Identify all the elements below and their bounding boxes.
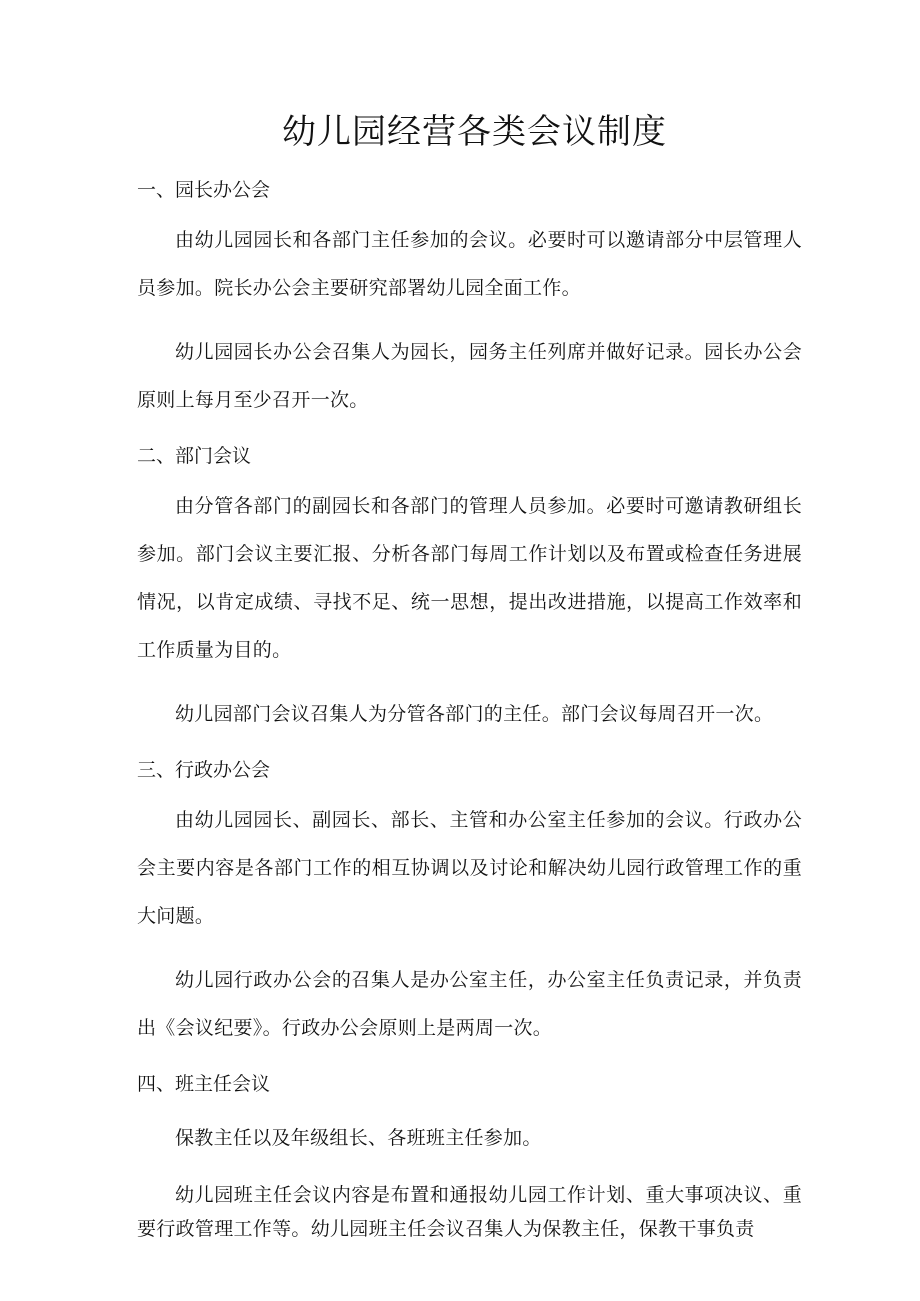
section-heading: 三、行政办公会 [137,759,271,781]
section-heading: 四、班主任会议 [137,1073,271,1095]
section-3 [137,754,802,1052]
section-paragraph: 幼儿园部门会议召集人为分管各部门的主任。部门会议每周召开一次。 [175,703,774,725]
section-heading: 一、园长办公会 [137,179,271,201]
section-2 [137,440,802,738]
section-4 [137,1068,802,1246]
section-paragraph: 由分管各部门的副园长和各部门的管理人员参加。必要时可邀请教研组长参加。部门会议主要汇报、分析各部门每周工作计划以及布置或检查任务进展情况，以肯定成绩、寻找不足、统一思想，提出改进措施，以提高工作效率和工作质量为目的。 [137,495,802,661]
section-1 [137,174,802,424]
section-paragraph: 由幼儿园园长和各部门主任参加的会议。必要时可以邀请部分中层管理人员参加。院长办公会主要研究部署幼儿园全面工作。 [137,229,802,299]
document-title: 幼儿园经营各类会议制度 [282,112,667,152]
section-heading: 二、部门会议 [137,445,252,467]
section-paragraph: 幼儿园行政办公会的召集人是办公室主任，办公室主任负责记录，并负责出《会议纪要》。行政办公会原则上是两周一次。 [137,969,802,1039]
section-paragraph: 幼儿园班主任会议内容是布置和通报幼儿园工作计划、重大事项决议、重要行政管理工作等。幼儿园班主任会议召集人为保教主任，保教干事负责 [137,1184,802,1240]
section-paragraph: 幼儿园园长办公会召集人为园长，园务主任列席并做好记录。园长办公会原则上每月至少召开一次。 [137,341,802,411]
section-paragraph: 由幼儿园园长、副园长、部长、主管和办公室主任参加的会议。行政办公会主要内容是各部门工作的相互协调以及讨论和解决幼儿园行政管理工作的重大问题。 [137,809,802,927]
section-paragraph: 保教主任以及年级组长、各班班主任参加。 [175,1127,542,1149]
